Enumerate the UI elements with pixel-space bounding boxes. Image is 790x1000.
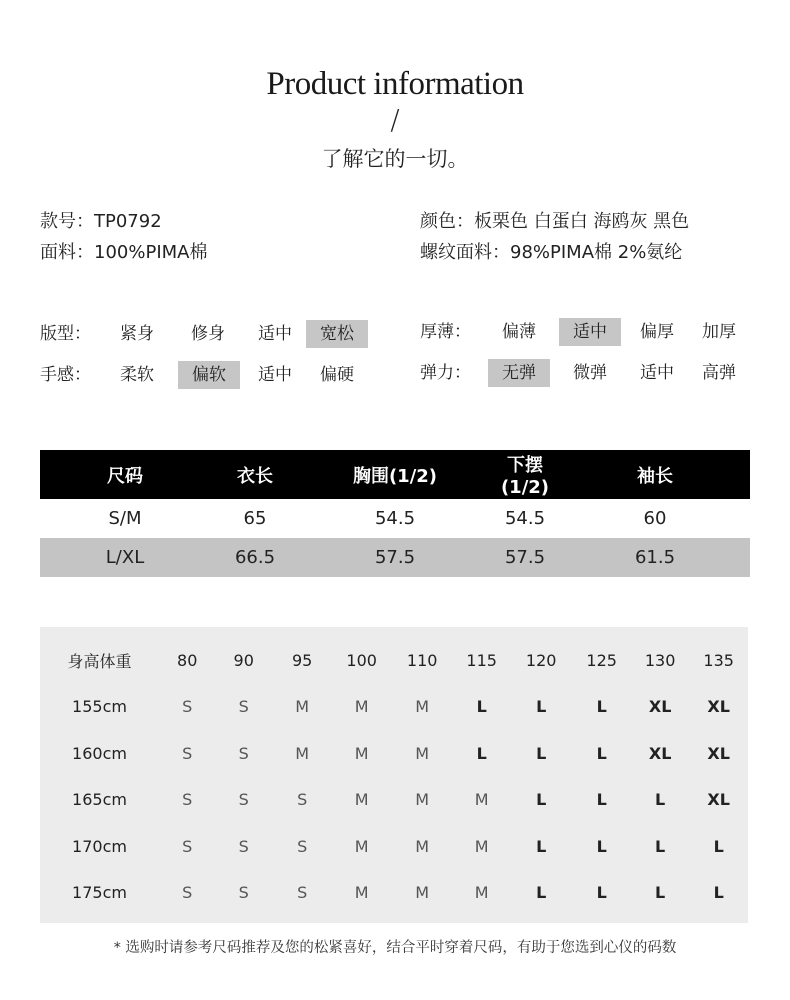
attr-label: 版型：	[40, 324, 91, 344]
size-cell: L	[476, 697, 487, 717]
weight-header: 80	[177, 650, 198, 670]
fit-table-header	[40, 637, 748, 684]
page-subtitle: 了解它的一切。	[321, 147, 469, 171]
attr-option: 适中	[258, 324, 292, 344]
size-cell: M	[474, 836, 489, 856]
attr-fit	[40, 320, 380, 348]
size-cell: M	[354, 743, 369, 763]
header-sleeve: 袖长	[560, 450, 750, 499]
attr-option-selected: 偏软	[178, 361, 240, 389]
attr-hand-feel	[40, 361, 380, 389]
attr-option: 偏硬	[320, 365, 354, 385]
table-row	[40, 684, 748, 731]
weight-header: 135	[703, 650, 734, 670]
size-cell: L	[596, 697, 607, 717]
colors: 颜色：板栗色 白蛋白 海鸥灰 黑色	[420, 211, 690, 232]
size-cell: L	[596, 836, 607, 856]
size-cell: S	[297, 883, 308, 903]
corner-label: 身高体重	[67, 651, 132, 671]
size-cell: L	[536, 743, 547, 763]
header-chest: 胸围(1/2)	[300, 450, 490, 499]
weight-header: 125	[586, 650, 617, 670]
size-cell: S	[182, 790, 193, 810]
size-cell: M	[415, 697, 430, 717]
size-cell: XL	[648, 743, 672, 763]
style-number: 款号：TP0792	[40, 211, 162, 232]
height-label: 175cm	[72, 883, 127, 903]
cell-size: L/XL	[40, 538, 210, 577]
info-right	[420, 206, 689, 268]
cell-length: 66.5	[210, 538, 300, 577]
attr-option-selected: 无弹	[488, 359, 550, 387]
size-cell: L	[536, 697, 547, 717]
title-divider: /	[390, 103, 400, 136]
footnote: * 选购时请参考尺码推荐及您的松紧喜好，结合平时穿着尺码，有助于您选到心仪的码数	[113, 940, 677, 956]
size-cell: L	[713, 883, 724, 903]
table-row	[40, 499, 750, 538]
size-cell: L	[596, 790, 607, 810]
weight-header: 115	[466, 650, 497, 670]
size-cell: S	[238, 743, 249, 763]
attr-option: 适中	[258, 365, 292, 385]
attr-option: 紧身	[120, 324, 154, 344]
attr-option: 微弹	[573, 363, 607, 383]
size-cell: L	[596, 743, 607, 763]
size-cell: M	[295, 743, 310, 763]
attr-label: 厚薄：	[420, 322, 471, 342]
height-label: 155cm	[72, 697, 127, 717]
fabric: 面料：100%PIMA棉	[40, 242, 208, 263]
size-table	[40, 450, 750, 577]
size-cell: M	[415, 743, 430, 763]
size-cell: M	[415, 836, 430, 856]
attr-option: 偏厚	[640, 322, 674, 342]
attr-option: 高弹	[702, 363, 736, 383]
size-cell: L	[536, 836, 547, 856]
size-cell: S	[238, 790, 249, 810]
table-row	[40, 870, 748, 917]
attr-option-selected: 适中	[559, 318, 621, 346]
size-cell: L	[596, 883, 607, 903]
size-cell: XL	[707, 743, 730, 763]
attr-option-selected: 宽松	[306, 320, 368, 348]
table-row	[40, 823, 748, 870]
attr-option: 偏薄	[502, 322, 536, 342]
size-cell: L	[655, 883, 666, 903]
size-cell: L	[713, 836, 724, 856]
size-cell: L	[536, 883, 547, 903]
size-cell: XL	[707, 697, 730, 717]
size-cell: S	[182, 697, 193, 717]
table-row	[40, 538, 750, 577]
cell-size: S/M	[108, 508, 142, 529]
size-cell: XL	[648, 697, 672, 717]
attr-option: 加厚	[702, 322, 736, 342]
cell-chest: 57.5	[300, 538, 490, 577]
size-cell: M	[354, 697, 369, 717]
fit-recommendation	[40, 627, 748, 923]
size-cell: S	[182, 743, 193, 763]
size-cell: M	[295, 697, 310, 717]
attr-option: 适中	[640, 363, 674, 383]
cell-hem: 54.5	[504, 508, 546, 529]
size-table-header	[40, 450, 750, 499]
size-cell: M	[415, 883, 430, 903]
size-cell: S	[182, 836, 193, 856]
table-row	[40, 777, 748, 824]
size-cell: M	[474, 790, 489, 810]
attr-elasticity	[420, 359, 760, 387]
size-cell: L	[655, 790, 666, 810]
header	[0, 66, 790, 173]
attr-label: 手感：	[40, 365, 91, 385]
cell-chest: 54.5	[374, 508, 416, 529]
attr-label: 弹力：	[420, 363, 471, 383]
attr-thickness	[420, 318, 760, 346]
weight-header: 120	[525, 650, 557, 670]
size-cell: S	[182, 883, 193, 903]
size-cell: S	[238, 836, 249, 856]
weight-header: 100	[346, 650, 377, 670]
size-cell: L	[536, 790, 547, 810]
weight-header: 130	[644, 650, 676, 670]
weight-header: 95	[292, 650, 313, 670]
cell-length: 65	[243, 508, 267, 529]
attr-option: 柔软	[120, 365, 154, 385]
info-left	[40, 206, 207, 268]
height-label: 170cm	[72, 836, 127, 856]
size-cell: S	[297, 836, 308, 856]
size-cell: S	[238, 697, 249, 717]
cell-sleeve: 61.5	[560, 538, 750, 577]
size-cell: M	[415, 790, 430, 810]
size-cell: M	[354, 836, 369, 856]
header-length: 衣长	[210, 450, 300, 499]
fit-table	[40, 637, 748, 916]
table-row	[40, 730, 748, 777]
size-cell: XL	[707, 790, 730, 810]
size-cell: L	[476, 743, 487, 763]
size-cell: M	[354, 790, 369, 810]
rib-fabric: 螺纹面料：98%PIMA棉 2%氨纶	[420, 242, 683, 263]
header-hem: 下摆(1/2)	[490, 450, 560, 499]
size-cell: L	[655, 836, 666, 856]
size-cell: S	[238, 883, 249, 903]
size-cell: M	[474, 883, 489, 903]
size-cell: M	[354, 883, 369, 903]
header-size: 尺码	[40, 450, 210, 499]
cell-hem: 57.5	[490, 538, 560, 577]
cell-sleeve: 60	[643, 508, 667, 529]
weight-header: 110	[406, 650, 438, 670]
height-label: 165cm	[72, 790, 127, 810]
size-cell: S	[297, 790, 308, 810]
page-title: Product information	[266, 66, 524, 102]
height-label: 160cm	[72, 743, 127, 763]
attr-option: 修身	[191, 324, 225, 344]
weight-header: 90	[233, 650, 254, 670]
